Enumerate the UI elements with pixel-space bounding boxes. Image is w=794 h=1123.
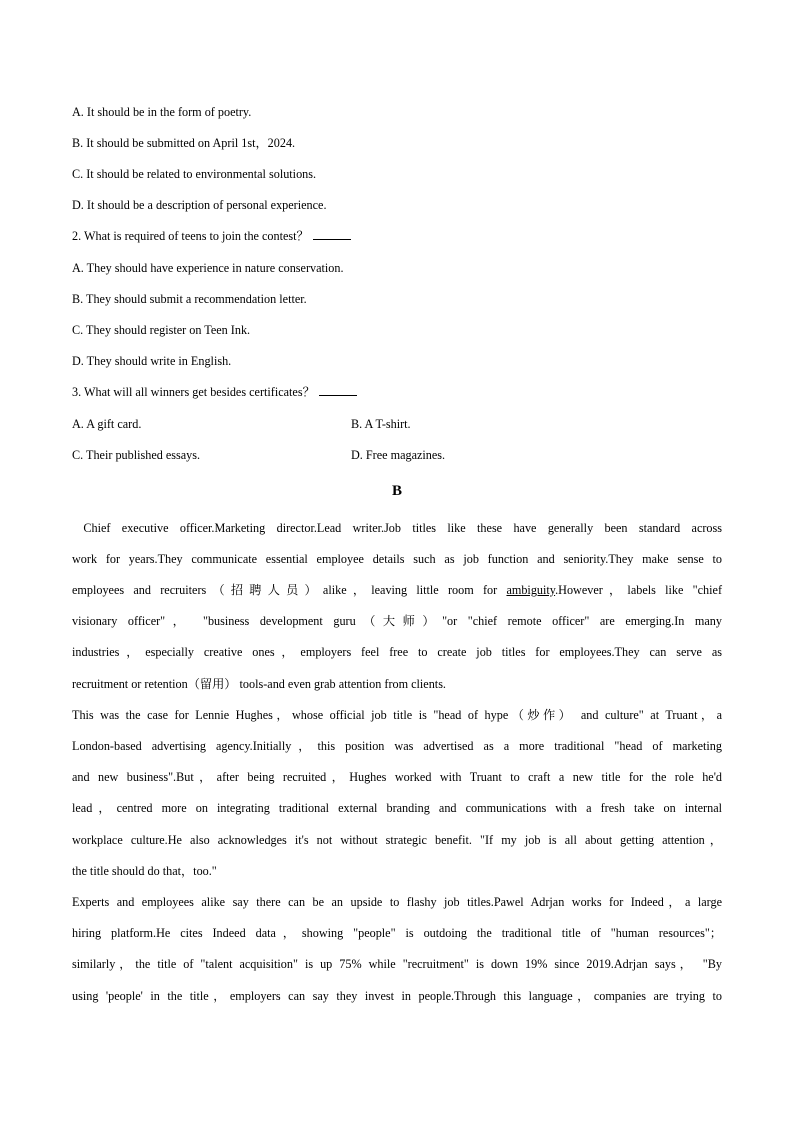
passage-p3-line: similarly，the title of "talent acquisition" is up 75% while "recruitment" is down 19% since 2019.Adrjan says， "By — [72, 957, 722, 971]
q3-option-d: D. Free magazines. — [351, 448, 446, 462]
passage-p2-line: and new business".But，after being recruited，Hughes worked with Truant to craft a new title for the role he'd — [72, 770, 722, 784]
passage-p2-line: workplace culture.He also acknowledges it's not without strategic benefit. "If my job is all about getting attention， — [72, 833, 722, 847]
q3-option-a: A. A gift card. — [72, 417, 142, 431]
passage-p1-line: industries，especially creative ones，employers feel free to create job titles for employees.They can serve as — [72, 645, 722, 659]
q3-option-b: B. A T-shirt. — [351, 417, 411, 431]
passage-text: employees and recruiters（招聘人员）alike，leaving little room for — [72, 583, 507, 597]
answer-blank — [319, 384, 357, 396]
passage-p3-line: hiring platform.He cites Indeed data，showing "people" is outdoing the traditional title of "human resources"； — [72, 926, 722, 940]
passage-p1-line: work for years.They communicate essential employee details such as job function and seniority.They make sense to — [72, 552, 722, 566]
passage-p2-line: the title should do that，too." — [72, 864, 217, 878]
q2-stem-line — [72, 228, 351, 244]
q3-option-c: C. Their published essays. — [72, 448, 201, 462]
q3-stem-line — [72, 384, 357, 400]
q2-option-d: D. They should write in English. — [72, 354, 232, 368]
q1-option-a: A. It should be in the form of poetry. — [72, 105, 252, 119]
passage-p2-line: London-based advertising agency.Initially，this position was advertised as a more traditional "head of marketing — [72, 739, 722, 753]
passage-p3-line: Experts and employees alike say there can be an upside to flashy job titles.Pawel Adrjan works for Indeed，a large — [72, 895, 722, 909]
underlined-word: ambiguity — [506, 583, 556, 597]
passage-p3-line: using 'people' in the title，employers can say they invest in people.Through this language，companies are trying to — [72, 989, 722, 1003]
passage-text: .However，labels like "chief — [555, 583, 723, 597]
passage-p1-line: Chief executive officer.Marketing director.Lead writer.Job titles like these have generally been standard across — [72, 521, 722, 535]
answer-blank — [313, 228, 351, 240]
q1-option-c: C. It should be related to environmental solutions. — [72, 167, 317, 181]
q1-option-d: D. It should be a description of personal experience. — [72, 198, 327, 212]
passage-p1-line: visionary officer"， "business development guru（大师）"or "chief remote officer" are emerging.In many — [72, 614, 722, 628]
q2-option-b: B. They should submit a recommendation letter. — [72, 292, 307, 306]
q2-stem: 2. What is required of teens to join the contest？ — [72, 229, 309, 243]
passage-p2-line: lead，centred more on integrating traditional external branding and communications with a fresh take on internal — [72, 801, 722, 815]
passage-p1-line — [72, 582, 722, 598]
passage-p2-line: This was the case for Lennie Hughes，whose official job title is "head of hype（炒作） and culture" at Truant，a — [72, 708, 722, 722]
q1-option-b: B. It should be submitted on April 1st，2024. — [72, 136, 296, 150]
q2-option-c: C. They should register on Teen Ink. — [72, 323, 251, 337]
q3-stem: 3. What will all winners get besides certificates？ — [72, 385, 315, 399]
section-heading: B — [391, 483, 402, 499]
q2-option-a: A. They should have experience in nature conservation. — [72, 261, 344, 275]
passage-p1-line: recruitment or retention（留用） tools-and even grab attention from clients. — [72, 677, 446, 691]
